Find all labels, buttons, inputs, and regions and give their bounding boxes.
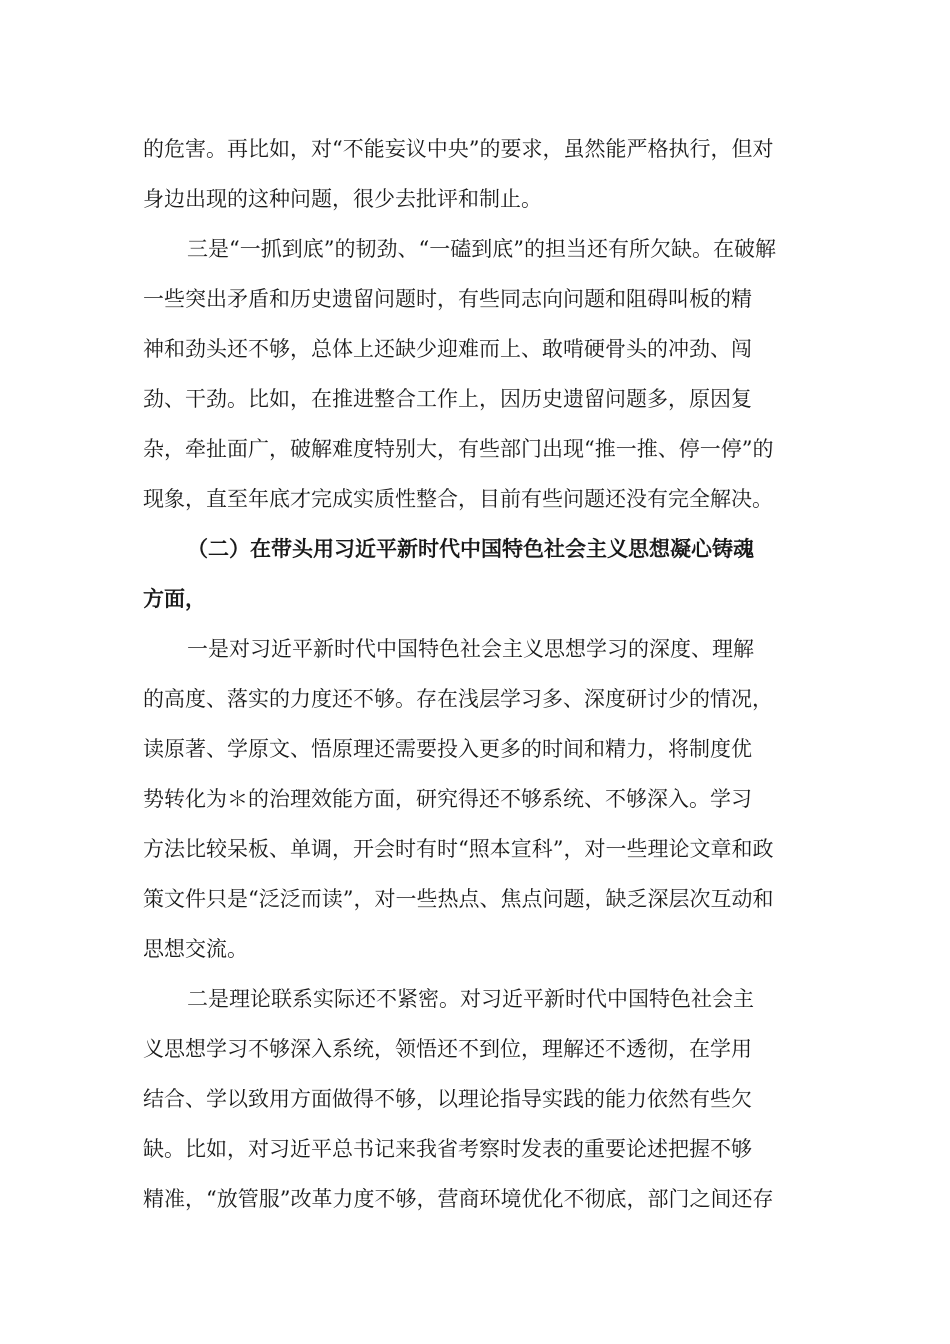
text-line: 精准，“放管服”改革力度不够，营商环境优化不彻底，部门之间还存: [143, 1187, 774, 1211]
text-line: 义思想学习不够深入系统，领悟还不到位，理解还不透彻，在学用: [143, 1037, 752, 1061]
text-line: 一些突出矛盾和历史遗留问题时，有些同志向问题和阻碍叫板的精: [143, 287, 752, 311]
text-line: 缺。比如，对习近平总书记来我省考察时发表的重要论述把握不够: [143, 1137, 752, 1161]
text-line: 二是理论联系实际还不紧密。对习近平新时代中国特色社会主: [187, 987, 754, 1011]
document-body: [143, 124, 809, 1224]
text-line: 方法比较呆板、单调，开会时有时“照本宣科”，对一些理论文章和政: [143, 837, 774, 861]
text-line: 势转化为＊的治理效能方面，研究得还不够系统、不够深入。学习: [143, 787, 752, 811]
text-line: 身边出现的这种问题，很少去批评和制止。: [143, 187, 542, 211]
text-line: 策文件只是“泛泛而读”，对一些热点、焦点问题，缺乏深层次互动和: [143, 887, 774, 911]
heading-line: （二）在带头用习近平新时代中国特色社会主义思想凝心铸魂: [187, 536, 754, 561]
text-line: 结合、学以致用方面做得不够，以理论指导实践的能力依然有些欠: [143, 1087, 752, 1111]
section-heading: [143, 524, 809, 624]
text-line: 的危害。再比如，对“不能妄议中央”的要求，虽然能严格执行，但对: [143, 137, 774, 161]
paragraph-point-three: [143, 224, 809, 524]
text-line: 的高度、落实的力度还不够。存在浅层学习多、深度研讨少的情况，: [143, 687, 773, 711]
paragraph-continuation: [143, 124, 809, 224]
text-line: 现象，直至年底才完成实质性整合，目前有些问题还没有完全解决。: [143, 487, 773, 511]
text-line: 读原著、学原文、悟原理还需要投入更多的时间和精力，将制度优: [143, 737, 752, 761]
heading-line: 方面，: [143, 586, 206, 611]
text-line: 三是“一抓到底”的韧劲、“一磕到底”的担当还有所欠缺。在破解: [187, 237, 776, 261]
paragraph-point-two: [143, 974, 809, 1224]
text-line: 劲、干劲。比如，在推进整合工作上，因历史遗留问题多，原因复: [143, 387, 752, 411]
text-line: 杂，牵扯面广，破解难度特别大，有些部门出现“推一推、停一停”的: [143, 437, 774, 461]
text-line: 神和劲头还不够，总体上还缺少迎难而上、敢啃硬骨头的冲劲、闯: [143, 337, 752, 361]
text-line: 思想交流。: [143, 937, 248, 961]
paragraph-point-one: [143, 624, 809, 974]
text-line: 一是对习近平新时代中国特色社会主义思想学习的深度、理解: [187, 637, 754, 661]
